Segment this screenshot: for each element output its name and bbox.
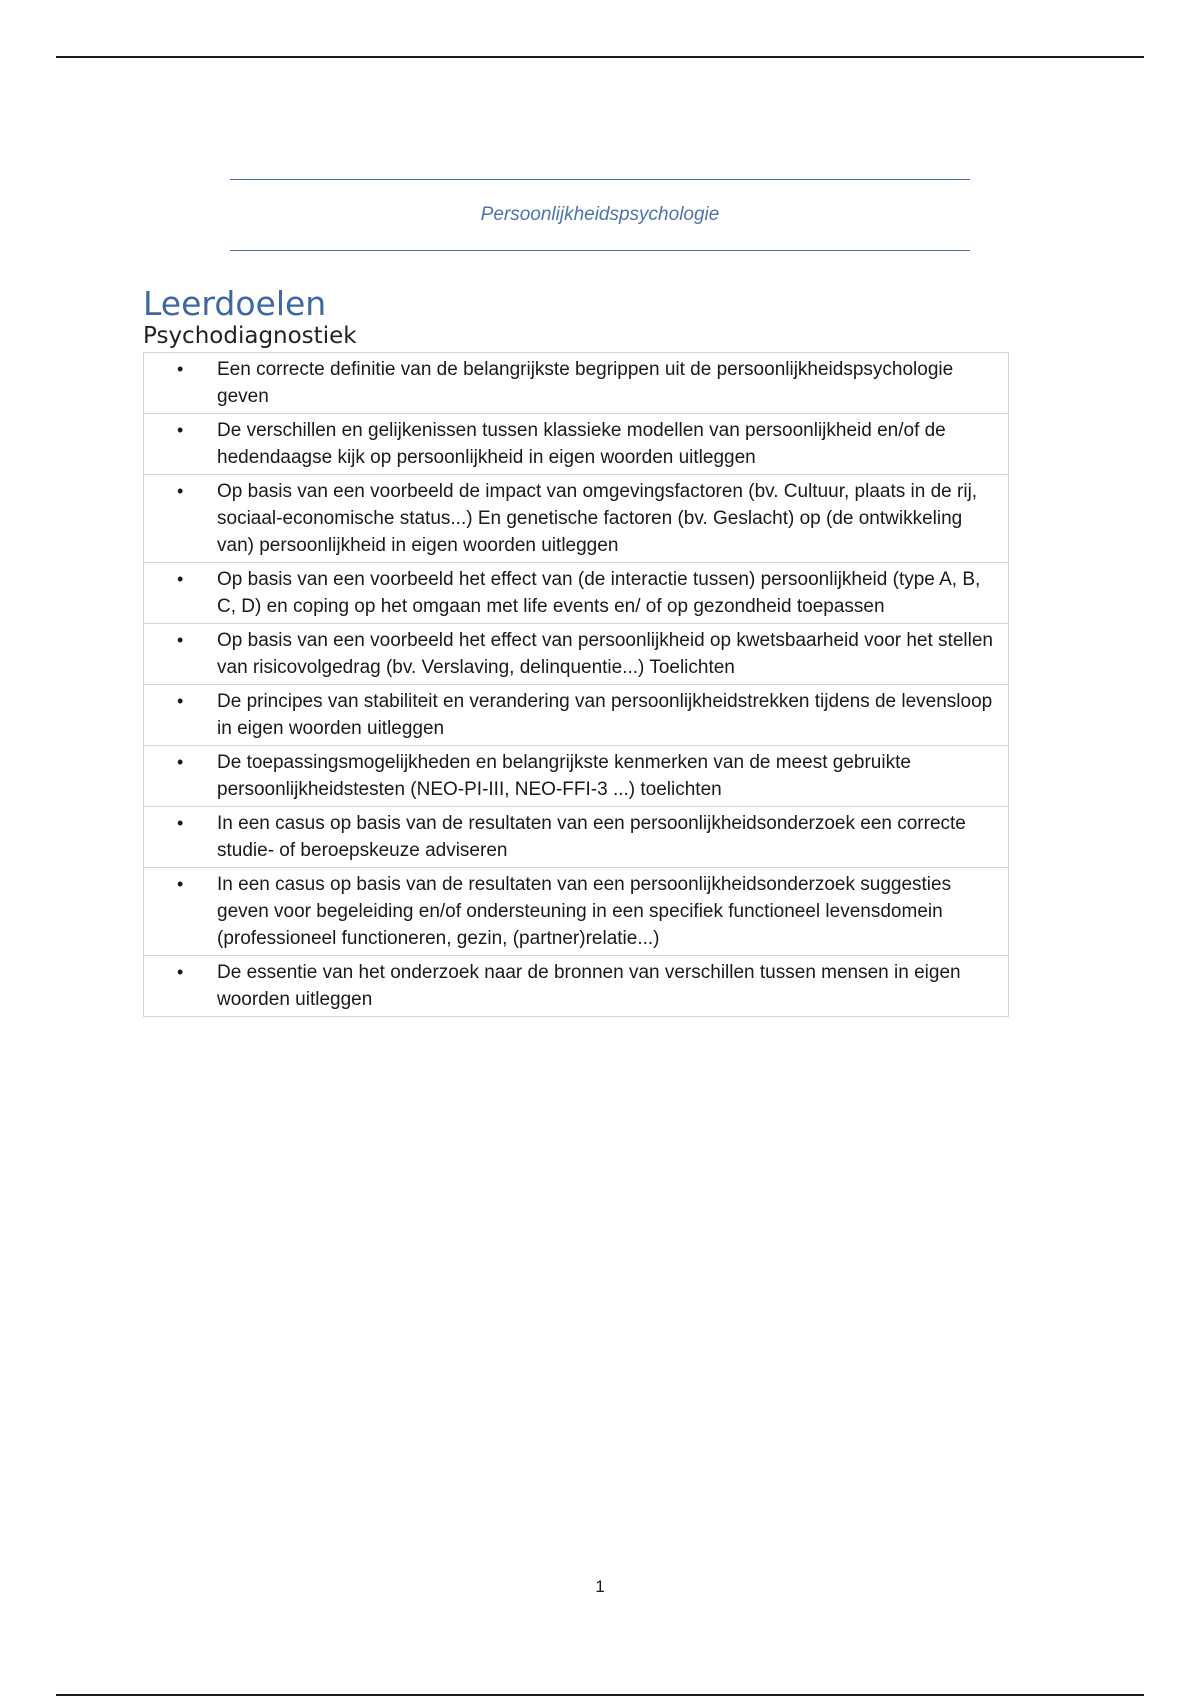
bullet-icon: •	[177, 874, 184, 894]
learning-goals-table	[143, 352, 1009, 1017]
table-row	[144, 624, 1008, 685]
bottom-divider	[56, 1694, 1144, 1696]
heading-leerdoelen: Leerdoelen	[143, 284, 327, 323]
goal-text: In een casus op basis van de resultaten van een persoonlijkheidsonderzoek suggesties geven voor begeleiding en/of ondersteuning in een specifiek functioneel levensdomein (professioneel functioneren, gezin, (partner)relatie...)	[217, 874, 952, 949]
goal-text: De verschillen en gelijkenissen tussen klassieke modellen van persoonlijkheid en/of de hedendaagse kijk op persoonlijkheid in eigen woorden uitleggen	[217, 420, 946, 468]
bullet-icon: •	[177, 813, 184, 833]
goal-text: Op basis van een voorbeeld het effect van (de interactie tussen) persoonlijkheid (type A, B, C, D) en coping op het omgaan met life events en/ of op gezondheid toepassen	[217, 569, 981, 617]
bullet-icon: •	[177, 359, 184, 379]
goal-text: Op basis van een voorbeeld de impact van omgevingsfactoren (bv. Cultuur, plaats in de rij, sociaal-economische status...) En genetische factoren (bv. Geslacht) op (de ontwikkeling van) persoonlijkheid in eigen woorden uitleggen	[217, 481, 978, 556]
goal-text: De principes van stabiliteit en verandering van persoonlijkheidstrekken tijdens de levensloop in eigen woorden uitleggen	[217, 691, 993, 739]
bullet-icon: •	[177, 481, 184, 501]
goal-text: De toepassingsmogelijkheden en belangrijkste kenmerken van de meest gebruikte persoonlijkheidstesten (NEO-PI-III, NEO-FFI-3 ...) toelichten	[217, 752, 911, 800]
goal-text: Een correcte definitie van de belangrijkste begrippen uit de persoonlijkheidspsychologie geven	[217, 359, 954, 407]
page-number: 1	[595, 1577, 605, 1596]
table-row	[144, 807, 1008, 868]
table-row	[144, 868, 1008, 956]
bullet-icon: •	[177, 962, 184, 982]
table-row	[144, 414, 1008, 475]
table-row	[144, 746, 1008, 807]
header-title: Persoonlijkheidspsychologie	[480, 204, 720, 225]
goal-text: Op basis van een voorbeeld het effect van persoonlijkheid op kwetsbaarheid voor het stellen van risicovolgedrag (bv. Verslaving, delinquentie...) Toelichten	[217, 630, 993, 678]
table-row	[144, 685, 1008, 746]
table-row	[144, 956, 1008, 1016]
bullet-icon: •	[177, 569, 184, 589]
bullet-icon: •	[177, 691, 184, 711]
subheading-psychodiagnostiek: Psychodiagnostiek	[143, 323, 357, 349]
bullet-icon: •	[177, 752, 184, 772]
bullet-icon: •	[177, 420, 184, 440]
goal-text: De essentie van het onderzoek naar de bronnen van verschillen tussen mensen in eigen woorden uitleggen	[217, 962, 961, 1010]
document-header	[230, 179, 970, 251]
table-row	[144, 353, 1008, 414]
bullet-icon: •	[177, 630, 184, 650]
top-divider	[56, 56, 1144, 58]
table-row	[144, 475, 1008, 563]
goal-text: In een casus op basis van de resultaten van een persoonlijkheidsonderzoek een correcte studie- of beroepskeuze adviseren	[217, 813, 966, 861]
table-row	[144, 563, 1008, 624]
